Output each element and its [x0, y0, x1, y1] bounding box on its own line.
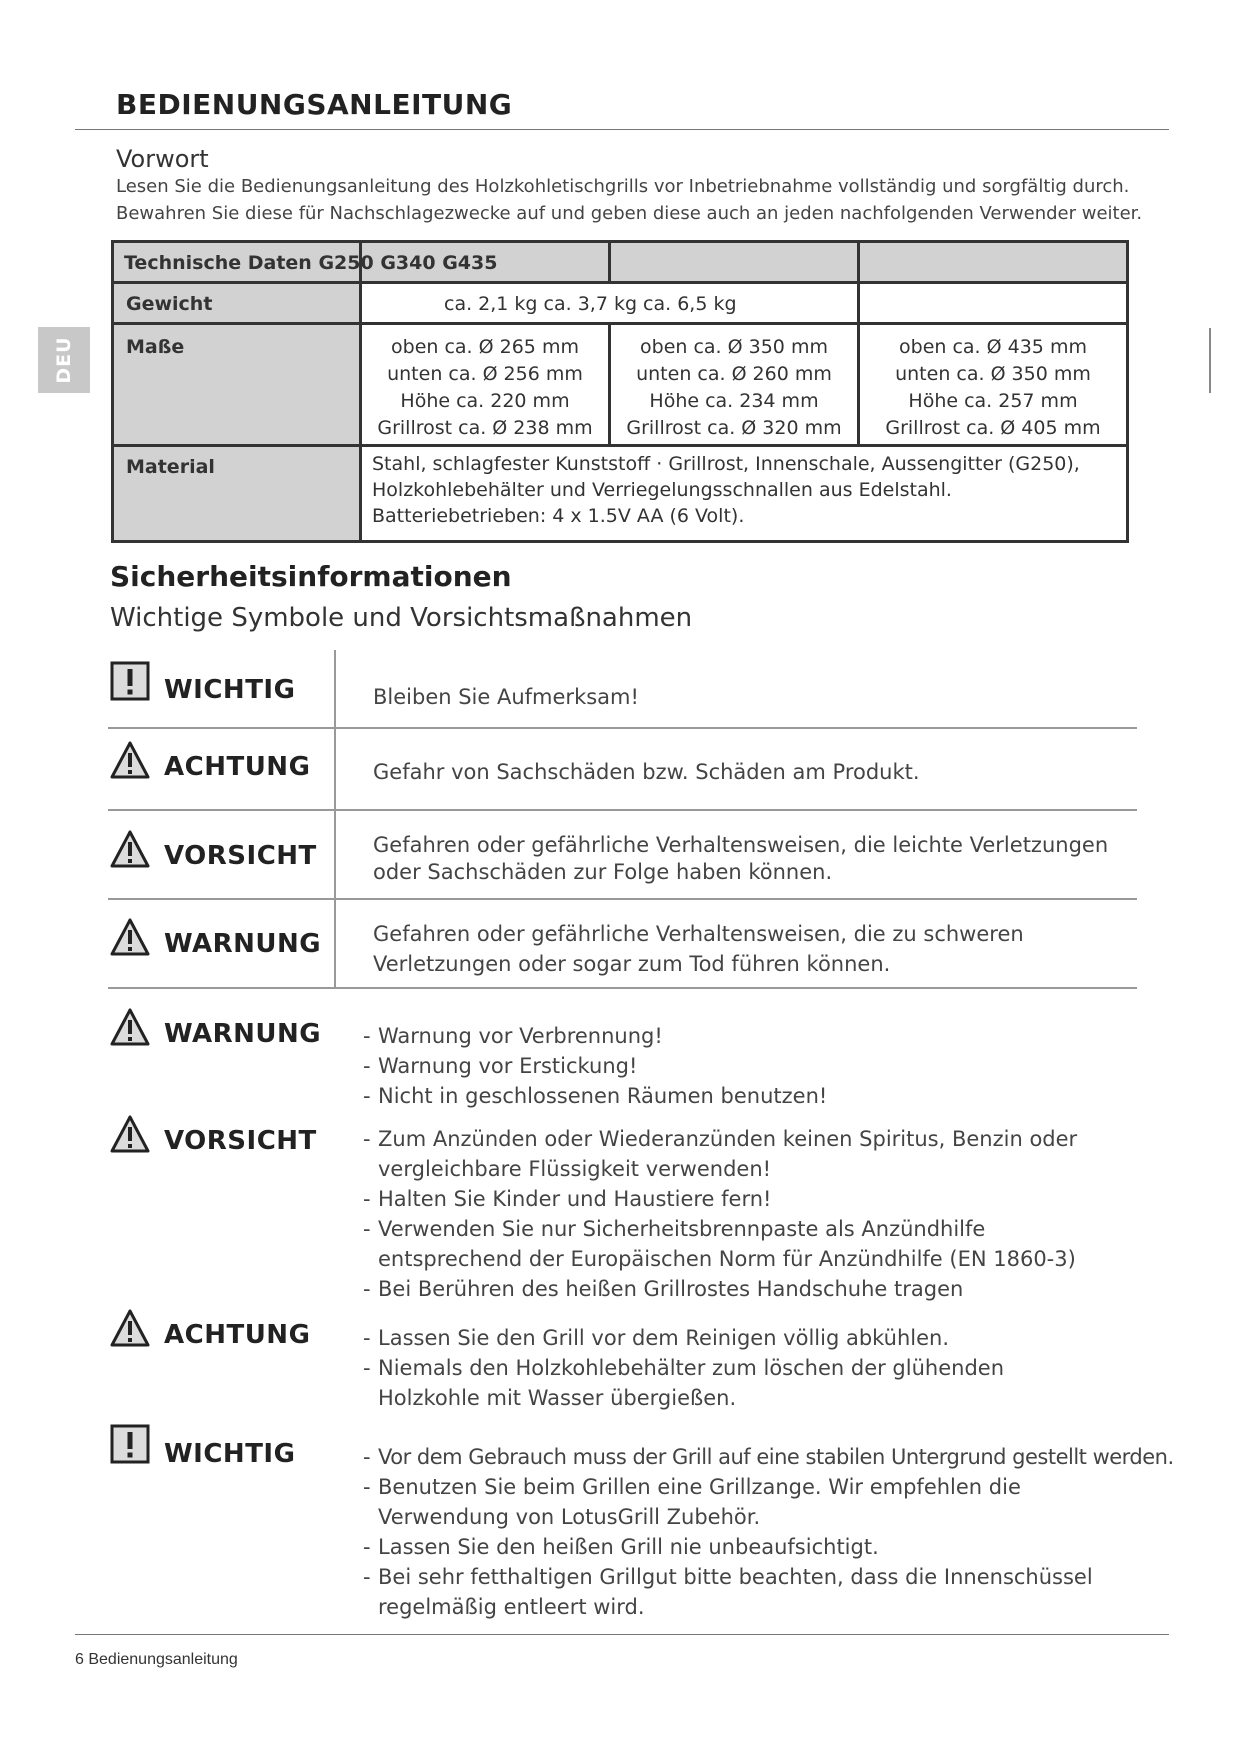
- list-item: - Warnung vor Erstickung!: [363, 1051, 1063, 1081]
- spec-header-cell: [608, 240, 860, 284]
- material-line-2: Holzkohlebehälter und Verriegelungsschnallen aus Edelstahl.: [372, 479, 952, 501]
- warning-list-warnung: [363, 1021, 1063, 1111]
- footer-rule: [75, 1634, 1169, 1635]
- symbol-desc: Bleiben Sie Aufmerksam!: [373, 685, 639, 709]
- exclamation-box-icon: [110, 661, 150, 701]
- warning-label-warnung: WARNUNG: [164, 1019, 322, 1049]
- symbol-desc-line-2: Verletzungen oder sogar zum Tod führen können.: [373, 952, 891, 976]
- warning-triangle-icon: [110, 1308, 150, 1348]
- spec-header-cell: [857, 240, 1129, 284]
- symbol-desc-line-2: oder Sachschäden zur Folge haben können.: [373, 860, 833, 884]
- weight-value: ca. 2,1 kg ca. 3,7 kg ca. 6,5 kg: [444, 293, 737, 315]
- warning-triangle-icon: [110, 1007, 150, 1047]
- dim-height: Höhe ca. 220 mm: [400, 390, 570, 412]
- row-separator: [108, 987, 1137, 989]
- page-edge-marker: [1209, 328, 1211, 393]
- warning-list-wichtig: [363, 1442, 1174, 1622]
- intro-heading: Vorwort: [116, 145, 209, 173]
- symbol-label-warnung: WARNUNG: [164, 929, 322, 959]
- spec-table-header: Technische Daten G250 G340 G435: [124, 252, 498, 274]
- list-item: - Bei Berühren des heißen Grillrostes Handschuhe tragen: [363, 1274, 1108, 1304]
- dim-grate: Grillrost ca. Ø 405 mm: [885, 417, 1101, 439]
- dimensions-label-cell: [111, 322, 362, 447]
- list-item: - Benutzen Sie beim Grillen eine Grillzange. Wir empfehlen die Verwendung von LotusGrill Zubehör.: [363, 1472, 1078, 1532]
- dim-grate: Grillrost ca. Ø 320 mm: [626, 417, 842, 439]
- warning-triangle-icon: [110, 1114, 150, 1154]
- row-separator: [108, 809, 1137, 811]
- weight-empty-cell: [857, 281, 1129, 325]
- list-item: - Bei sehr fetthaltigen Grillgut bitte beachten, dass die Innenschüssel regelmäßig entleert wird.: [363, 1562, 1123, 1622]
- warning-label-wichtig: WICHTIG: [164, 1439, 296, 1469]
- dim-grate: Grillrost ca. Ø 238 mm: [377, 417, 593, 439]
- page-title: BEDIENUNGSANLEITUNG: [116, 88, 513, 121]
- safety-heading: Sicherheitsinformationen: [110, 560, 512, 593]
- list-item: - Lassen Sie den Grill vor dem Reinigen völlig abkühlen.: [363, 1323, 1063, 1353]
- dimensions-column-g340: [608, 322, 860, 447]
- material-line-1: Stahl, schlagfester Kunststoff · Grillrost, Innenschale, Aussengitter (G250),: [372, 453, 1080, 475]
- warning-label-vorsicht: VORSICHT: [164, 1126, 317, 1156]
- dimensions-column-g435: [857, 322, 1129, 447]
- warning-triangle-icon: [110, 829, 150, 869]
- warning-list-achtung: [363, 1323, 1063, 1413]
- list-item: - Verwenden Sie nur Sicherheitsbrennpaste als Anzündhilfe entsprechend der Europäischen Norm für Anzündhilfe (EN 1860-3): [363, 1214, 1108, 1274]
- list-item: - Halten Sie Kinder und Haustiere fern!: [363, 1184, 1108, 1214]
- warning-label-achtung: ACHTUNG: [164, 1320, 311, 1350]
- symbol-label-wichtig: WICHTIG: [164, 675, 296, 705]
- language-tab-label: DEU: [53, 336, 75, 384]
- dimensions-column-g250: [359, 322, 611, 447]
- symbol-desc: Gefahr von Sachschäden bzw. Schäden am Produkt.: [373, 760, 920, 784]
- symbol-label-achtung: ACHTUNG: [164, 752, 311, 782]
- list-item: - Vor dem Gebrauch muss der Grill auf eine stabilen Untergrund gestellt werden.: [363, 1442, 1153, 1472]
- material-label: Material: [126, 456, 215, 478]
- dimensions-label: Maße: [126, 336, 185, 358]
- weight-label-cell: [111, 281, 362, 325]
- dim-top: oben ca. Ø 350 mm: [640, 336, 828, 358]
- list-item: - Lassen Sie den heißen Grill nie unbeaufsichtigt.: [363, 1532, 1153, 1562]
- dim-bottom: unten ca. Ø 350 mm: [895, 363, 1091, 385]
- list-item: - Zum Anzünden oder Wiederanzünden keinen Spiritus, Benzin oder vergleichbare Flüssigkeit verwenden!: [363, 1124, 1108, 1184]
- symbol-desc-line-1: Gefahren oder gefährliche Verhaltensweisen, die zu schweren: [373, 922, 1024, 946]
- dim-height: Höhe ca. 234 mm: [649, 390, 819, 412]
- dim-bottom: unten ca. Ø 256 mm: [387, 363, 583, 385]
- dim-height: Höhe ca. 257 mm: [908, 390, 1078, 412]
- weight-label: Gewicht: [126, 293, 213, 315]
- material-value-cell: [359, 444, 1129, 543]
- symbol-label-vorsicht: VORSICHT: [164, 841, 317, 871]
- warning-list-vorsicht: [363, 1124, 1108, 1304]
- material-label-cell: [111, 444, 362, 543]
- dim-bottom: unten ca. Ø 260 mm: [636, 363, 832, 385]
- dim-top: oben ca. Ø 435 mm: [899, 336, 1087, 358]
- page-footer: 6 Bedienungsanleitung: [75, 1651, 238, 1668]
- exclamation-box-icon: [110, 1424, 150, 1464]
- material-line-3: Batteriebetrieben: 4 x 1.5V AA (6 Volt).: [372, 505, 745, 527]
- dim-top: oben ca. Ø 265 mm: [391, 336, 579, 358]
- language-tab: [38, 327, 90, 393]
- list-item: - Warnung vor Verbrennung!: [363, 1021, 1063, 1051]
- warning-triangle-icon: [110, 917, 150, 957]
- symbol-desc-line-1: Gefahren oder gefährliche Verhaltensweisen, die leichte Verletzungen: [373, 833, 1109, 857]
- safety-subheading: Wichtige Symbole und Vorsichtsmaßnahmen: [110, 603, 693, 633]
- header-rule: [75, 129, 1169, 130]
- row-separator: [108, 898, 1137, 900]
- warning-triangle-icon: [110, 740, 150, 780]
- intro-line-1: Lesen Sie die Bedienungsanleitung des Holzkohletischgrills vor Inbetriebnahme vollständig und sorgfältig durch.: [116, 176, 1130, 197]
- list-item: - Niemals den Holzkohlebehälter zum löschen der glühenden Holzkohle mit Wasser übergießen.: [363, 1353, 1063, 1413]
- list-item: - Nicht in geschlossenen Räumen benutzen!: [363, 1081, 1063, 1111]
- symbols-divider: [334, 650, 336, 988]
- row-separator: [108, 727, 1137, 729]
- intro-line-2: Bewahren Sie diese für Nachschlagezwecke auf und geben diese auch an jeden nachfolgenden Verwender weiter.: [116, 203, 1143, 224]
